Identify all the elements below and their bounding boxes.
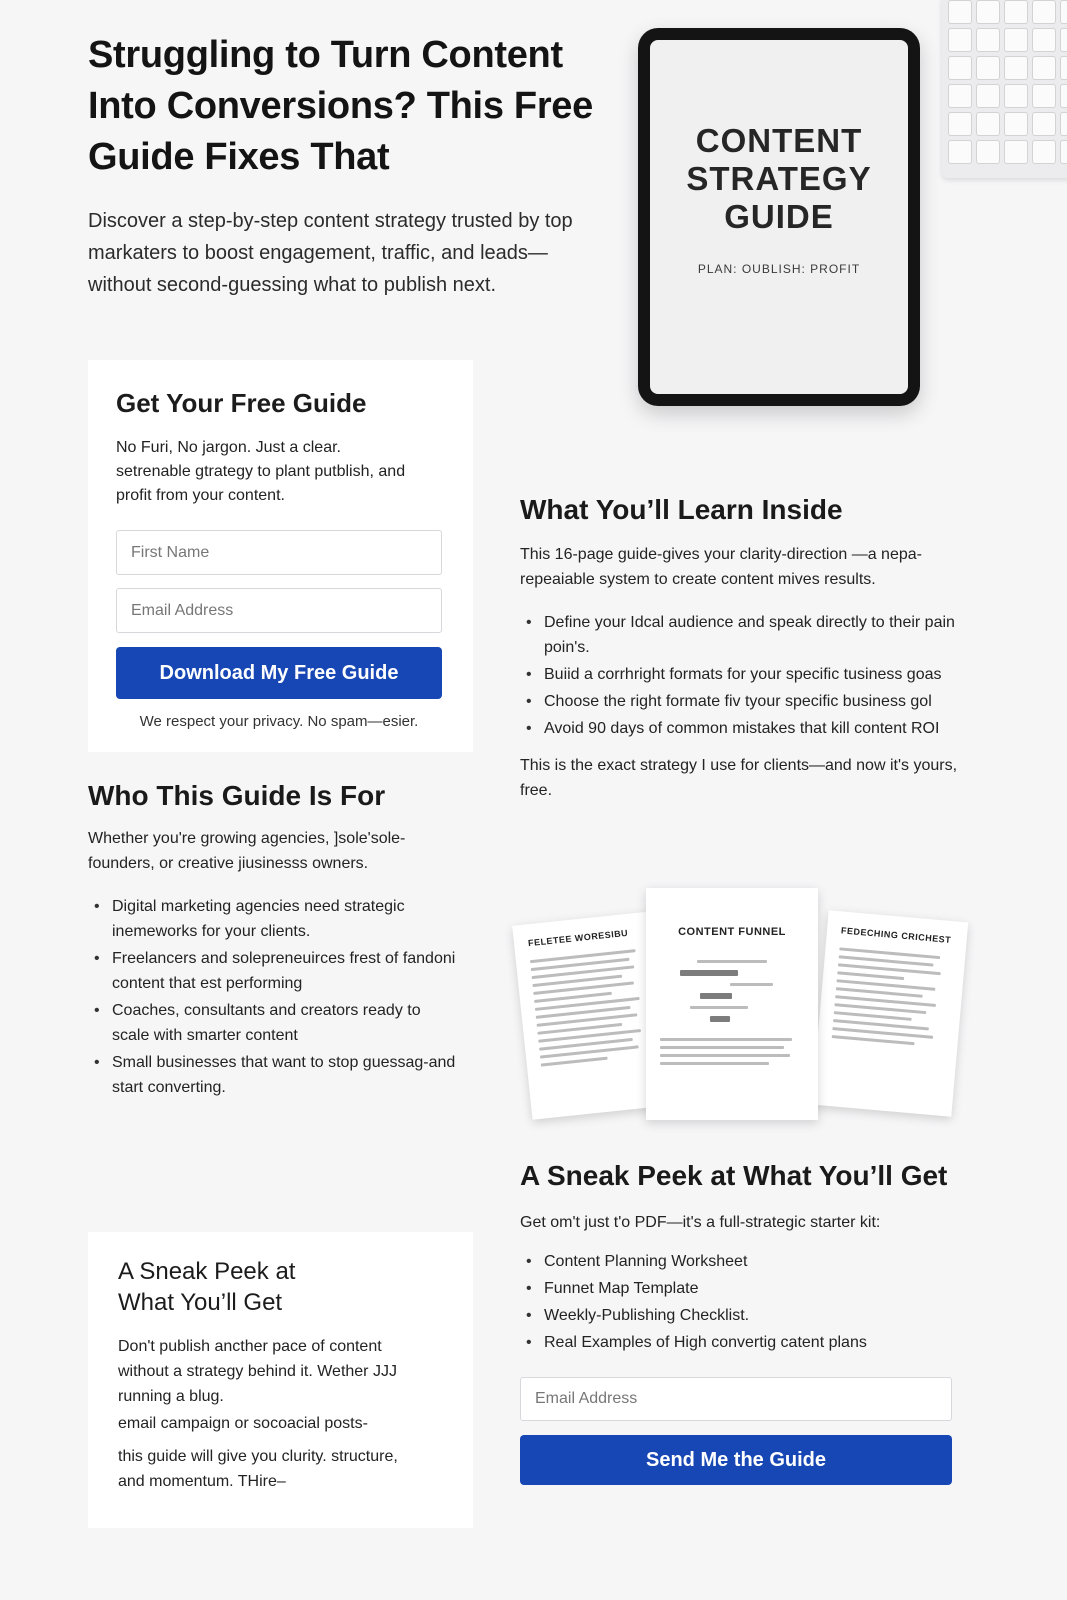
sneak-peek-title: A Sneak Peek at What You’ll Get: [520, 1160, 948, 1191]
list-item: • Weekly-Publishing Checklist.: [520, 1303, 990, 1328]
list-item: • Buiid a corrhright formats for your specific tusiness goas: [520, 662, 990, 687]
sneak-card-paragraph: this guide will give you clurity. structure, and momentum. THire–: [118, 1448, 398, 1490]
keyboard-image: [942, 0, 1067, 178]
form-description: No Furi, No jargon. Just a clear. setrenable gtrategy to plant putblish, and profit from your content.: [116, 439, 406, 504]
first-name-input[interactable]: [116, 530, 442, 575]
guide-cover-title: CONTENT STRATEGY GUIDE: [686, 122, 872, 235]
list-item: • Choose the right formate fiv tyour specific business gol: [520, 689, 990, 714]
learn-intro: This 16-page guide-gives your clarity-direction —a nepa-repeaiable system to create content mives results.: [520, 546, 922, 588]
funnel-document: [646, 888, 818, 1120]
tablet-screen: [650, 40, 908, 394]
checklist-document: [812, 910, 968, 1116]
learn-section: [520, 494, 1000, 803]
audience-list: [88, 894, 458, 1100]
form-title: Get Your Free Guide: [116, 388, 367, 418]
guide-documents-illustration: [520, 888, 990, 1148]
audience-title: Who This Guide Is For: [88, 780, 386, 811]
sneak-card-paragraph: email campaign or socoacial posts-: [118, 1415, 368, 1432]
worksheet-title: FELETEE WORESIBU: [527, 927, 629, 949]
tablet-mockup: [638, 28, 920, 406]
learn-title: What You’ll Learn Inside: [520, 494, 843, 525]
hero-subtitle: Discover a step-by-step content strategy trusted by top markaters to boost engagement, traffic, and leads—without second-guessing what to publish next.: [88, 210, 573, 296]
send-guide-button[interactable]: Send Me the Guide: [520, 1435, 952, 1485]
list-item: • Real Examples of High convertig catent plans: [520, 1330, 990, 1355]
learn-outro: This is the exact strategy I use for clients—and now it's yours, free.: [520, 757, 958, 799]
checklist-title: FEDECHING CRICHEST: [840, 925, 952, 946]
learn-list: [520, 610, 990, 741]
list-item: • Funnet Map Template: [520, 1276, 990, 1301]
audience-intro: Whether you're growing agencies, ]sole'sole-founders, or creative jiusinesss owners.: [88, 830, 406, 872]
sneak-email-input[interactable]: [520, 1377, 952, 1421]
list-item: • Define your Idcal audience and speak directly to their pain poin's.: [520, 610, 990, 660]
sneak-peek-list: [520, 1249, 990, 1355]
privacy-note: We respect your privacy. No spam—esier.: [139, 713, 419, 730]
guide-cover-tagline: PLAN: OUBLISH: PROFIT: [697, 262, 861, 276]
sneak-peek-section: [520, 1160, 990, 1485]
list-item: • Digital marketing agencies need strategic inemeworks for your clients.: [88, 894, 458, 944]
sneak-card-title: A Sneak Peek at What You’ll Get: [118, 1258, 296, 1316]
list-item: • Freelancers and solepreneuirces frest of fandoni content that est performing: [88, 946, 458, 996]
list-item: • Small businesses that want to stop guessag-and start converting.: [88, 1050, 458, 1100]
list-item: • Content Planning Worksheet: [520, 1249, 990, 1274]
list-item: • Avoid 90 days of common mistakes that kill content ROI: [520, 716, 990, 741]
email-input[interactable]: [116, 588, 442, 633]
list-item: • Coaches, consultants and creators ready to scale with smarter content: [88, 998, 458, 1048]
hero-title: Struggling to Turn Content Into Conversions? This Free Guide Fixes That: [88, 34, 593, 178]
audience-section: [88, 780, 473, 1102]
download-guide-button[interactable]: Download My Free Guide: [116, 647, 442, 699]
funnel-title: CONTENT FUNNEL: [678, 926, 786, 938]
signup-form-card: [88, 360, 473, 752]
sneak-peek-intro: Get om't just t'o PDF—it's a full-strategic starter kit:: [520, 1214, 881, 1231]
sneak-card-paragraph: Don't publish ancther pace of content without a strategy behind it. Wether JJJ running a blug.: [118, 1338, 397, 1405]
sneak-peek-card: [88, 1232, 473, 1528]
